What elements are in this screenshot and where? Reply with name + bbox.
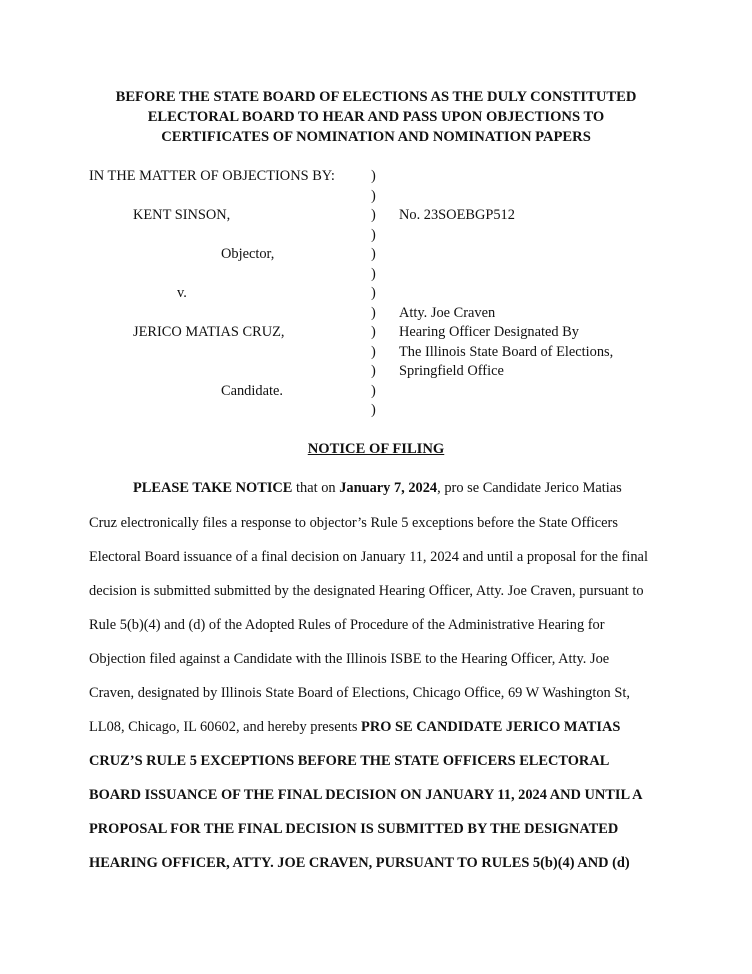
body-line-6: Objection filed against a Candidate with the Illinois ISBE to the Hearing Officer, Atty. Joe — [89, 651, 610, 667]
caption-versus: v. — [177, 285, 187, 301]
body-line-7: Craven, designated by Illinois State Board of Elections, Chicago Office, 69 W Washington St, — [89, 685, 630, 701]
body-text: that on — [292, 480, 340, 496]
body-line-5: Rule 5(b)(4) and (d) of the Adopted Rules of Procedure of the Administrative Hearing for — [89, 617, 605, 633]
caption-paren: ) — [371, 344, 376, 360]
filing-date: January 7, 2024 — [339, 480, 438, 496]
body-line-12: HEARING OFFICER, ATTY. JOE CRAVEN, PURSUANT TO RULES 5(b)(4) AND (d) — [89, 855, 630, 871]
hearing-officer-line-1: Atty. Joe Craven — [399, 305, 496, 321]
caption-paren: ) — [371, 324, 376, 340]
body-line-1 — [133, 480, 622, 497]
body-text: LL08, Chicago, IL 60602, and hereby presents — [89, 719, 362, 735]
caption-paren: ) — [371, 207, 376, 223]
caption-paren: ) — [371, 188, 376, 204]
caption-candidate-role: Candidate. — [221, 383, 283, 399]
caption-paren: ) — [371, 305, 376, 321]
caption-paren: ) — [371, 168, 376, 184]
body-line-8 — [89, 719, 620, 736]
caption-paren: ) — [371, 285, 376, 301]
caption-paren: ) — [371, 246, 376, 262]
body-line-9: CRUZ’S RULE 5 EXCEPTIONS BEFORE THE STATE OFFICERS ELECTORAL — [89, 753, 610, 769]
title-line-2: ELECTORAL BOARD TO HEAR AND PASS UPON OBJECTIONS TO — [147, 109, 605, 125]
caption-paren: ) — [371, 227, 376, 243]
caption-objector-role: Objector, — [221, 246, 275, 262]
body-line-4: decision is submitted submitted by the designated Hearing Officer, Atty. Joe Craven, pursuant to — [89, 583, 644, 599]
notice-lead: PLEASE TAKE NOTICE — [133, 480, 293, 496]
body-text: , pro se Candidate Jerico Matias — [437, 480, 622, 496]
title-line-1: BEFORE THE STATE BOARD OF ELECTIONS AS THE DULY CONSTITUTED — [115, 89, 637, 105]
hearing-officer-line-2: Hearing Officer Designated By — [399, 324, 579, 340]
hearing-officer-line-4: Springfield Office — [399, 363, 504, 379]
caption-objector-name: KENT SINSON, — [133, 207, 231, 223]
body-line-10: BOARD ISSUANCE OF THE FINAL DECISION ON JANUARY 11, 2024 AND UNTIL A — [89, 787, 643, 803]
caption-candidate-name: JERICO MATIAS CRUZ, — [133, 324, 285, 340]
body-line-11: PROPOSAL FOR THE FINAL DECISION IS SUBMITTED BY THE DESIGNATED — [89, 821, 619, 837]
hearing-officer-line-3: The Illinois State Board of Elections, — [399, 344, 614, 360]
body-line-3: Electoral Board issuance of a final decision on January 11, 2024 and until a proposal for the final — [89, 549, 648, 565]
title-line-3: CERTIFICATES OF NOMINATION AND NOMINATION PAPERS — [161, 129, 591, 145]
caption-paren: ) — [371, 383, 376, 399]
caption-paren: ) — [371, 266, 376, 282]
caption-matter: IN THE MATTER OF OBJECTIONS BY: — [89, 168, 335, 184]
caption-paren: ) — [371, 363, 376, 379]
notice-heading: NOTICE OF FILING — [307, 441, 445, 457]
caption-paren: ) — [371, 402, 376, 418]
body-line-2: Cruz electronically files a response to objector’s Rule 5 exceptions before the State Officers — [89, 515, 618, 531]
case-number: No. 23SOEBGP512 — [399, 207, 515, 223]
body-bold-text: PRO SE CANDIDATE JERICO MATIAS — [361, 719, 621, 735]
